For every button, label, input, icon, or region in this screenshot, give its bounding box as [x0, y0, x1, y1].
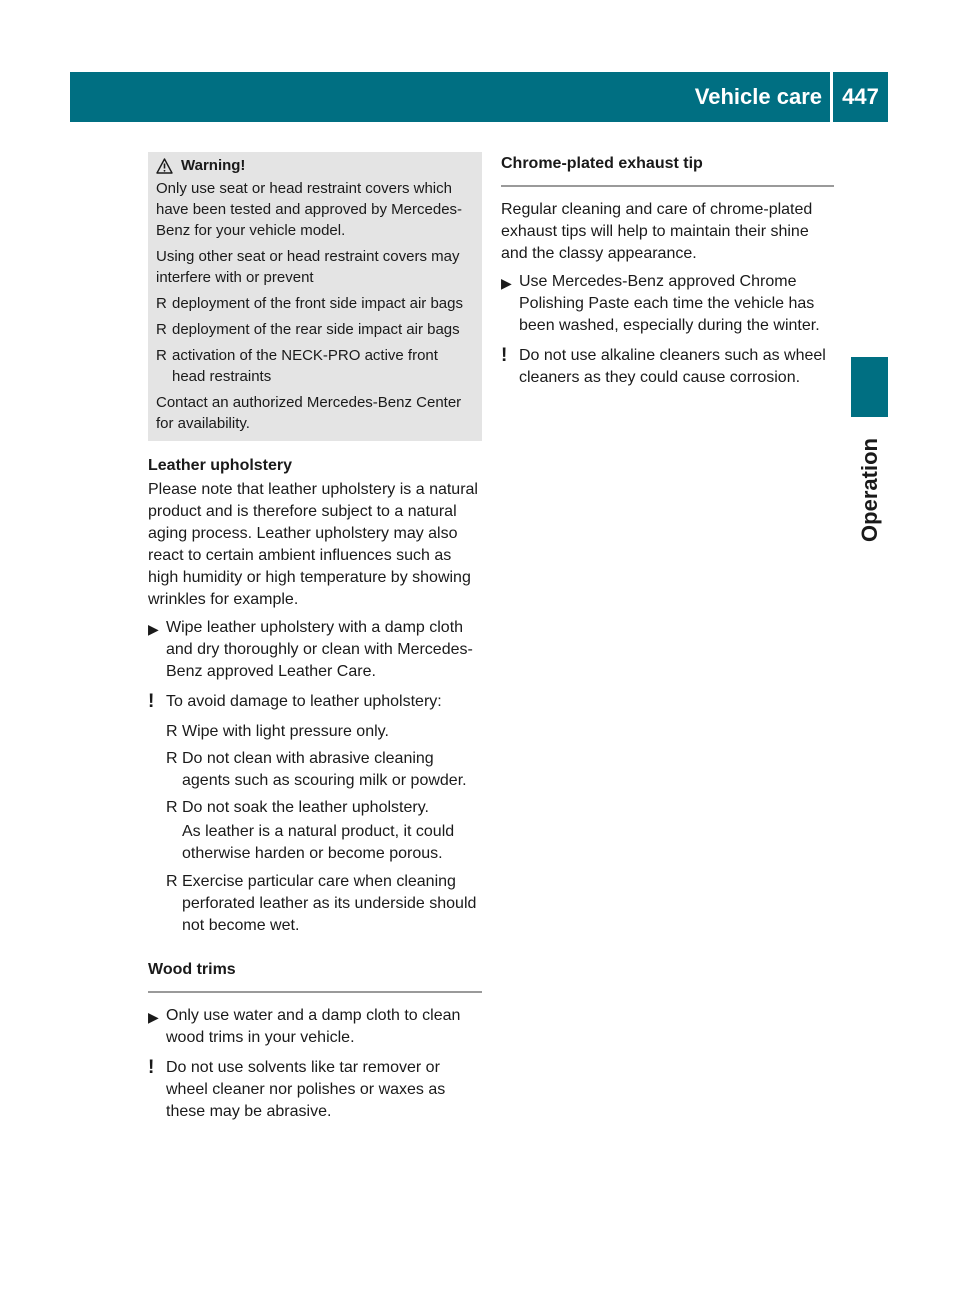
side-tab-marker	[851, 357, 888, 417]
side-tab-text: Operation	[856, 438, 882, 542]
list-item-text: activation of the NECK-PRO active front head restraints	[172, 347, 438, 385]
exclamation-icon: !	[148, 1057, 155, 1078]
note-text: To avoid damage to leather upholstery:	[166, 693, 442, 710]
right-column	[501, 152, 834, 397]
warning-para-3: Contact an authorized Mercedes-Benz Center for availability.	[156, 394, 462, 432]
exclamation-icon: !	[501, 345, 508, 366]
header-bar	[70, 72, 888, 122]
instruction-step	[148, 1005, 482, 1049]
list-item-text: deployment of the rear side impact air bags	[172, 321, 460, 338]
warning-triangle-icon	[156, 158, 173, 174]
list-item	[156, 345, 474, 387]
warning-header	[156, 155, 474, 176]
step-arrow-icon: ▶	[148, 621, 159, 637]
warning-para-2: Using other seat or head restraint covers may interfere with or prevent	[156, 248, 460, 286]
list-item	[166, 871, 482, 937]
chrome-heading: Chrome-plated exhaust tip	[501, 153, 834, 187]
step-text: Only use water and a damp cloth to clean wood trims in your vehicle.	[166, 1007, 461, 1046]
left-column	[148, 152, 482, 1131]
warning-box	[148, 152, 482, 441]
exclamation-icon: !	[148, 691, 155, 712]
step-arrow-icon: ▶	[501, 275, 512, 291]
note-text: Do not use solvents like tar remover or wheel cleaner nor polishes or waxes as these may be abrasive.	[166, 1059, 446, 1120]
caution-note	[501, 345, 834, 389]
instruction-step	[148, 617, 482, 683]
page-number: 447	[842, 84, 879, 109]
list-item-text: Do not clean with abrasive cleaning agents such as scouring milk or powder.	[182, 750, 467, 789]
list-item-text: deployment of the front side impact air bags	[172, 295, 463, 312]
list-item	[166, 721, 482, 743]
leather-care-list	[166, 721, 482, 937]
section-title: Vehicle care	[694, 84, 822, 109]
caution-note	[148, 691, 482, 713]
chrome-intro: Regular cleaning and care of chrome-plated exhaust tips will help to maintain their shine and the classy appearance.	[501, 201, 813, 262]
list-item	[156, 293, 474, 314]
step-text: Wipe leather upholstery with a damp cloth and dry thoroughly or clean with Mercedes-Benz approved Leather Care.	[166, 619, 473, 680]
list-item-text: Exercise particular care when cleaning perforated leather as its underside should not become wet.	[182, 873, 477, 934]
list-item-text: Wipe with light pressure only.	[182, 723, 389, 740]
warning-title: Warning!	[181, 157, 246, 174]
bullet-mark: R	[156, 347, 167, 364]
caution-note	[148, 1057, 482, 1123]
side-tab-label	[851, 425, 888, 555]
bullet-mark: R	[166, 750, 178, 767]
note-text: Do not use alkaline cleaners such as wheel cleaners as they could cause corrosion.	[519, 347, 826, 386]
wood-heading: Wood trims	[148, 959, 482, 993]
leather-heading: Leather upholstery	[148, 457, 293, 474]
list-item	[166, 797, 482, 819]
bullet-mark: R	[166, 873, 178, 890]
instruction-step	[501, 271, 834, 337]
bullet-mark: R	[166, 723, 178, 740]
list-item-text: Do not soak the leather upholstery.	[182, 799, 429, 816]
step-arrow-icon: ▶	[148, 1009, 159, 1025]
list-item	[166, 748, 482, 792]
step-text: Use Mercedes-Benz approved Chrome Polishing Paste each time the vehicle has been washed, especially during the winter.	[519, 273, 820, 334]
bullet-mark: R	[166, 799, 178, 816]
list-item	[156, 319, 474, 340]
leather-intro: Please note that leather upholstery is a natural product and is therefore subject to a natural aging process. Leather upholstery may also react to certain ambient influences such as high humidity or high temperature by showing wrinkles for example.	[148, 481, 478, 608]
soak-detail: As leather is a natural product, it could otherwise harden or become porous.	[182, 823, 455, 862]
warning-para-1: Only use seat or head restraint covers which have been tested and approved by Mercedes-Benz for your vehicle model.	[156, 180, 463, 239]
bullet-mark: R	[156, 321, 167, 338]
bullet-mark: R	[156, 295, 167, 312]
